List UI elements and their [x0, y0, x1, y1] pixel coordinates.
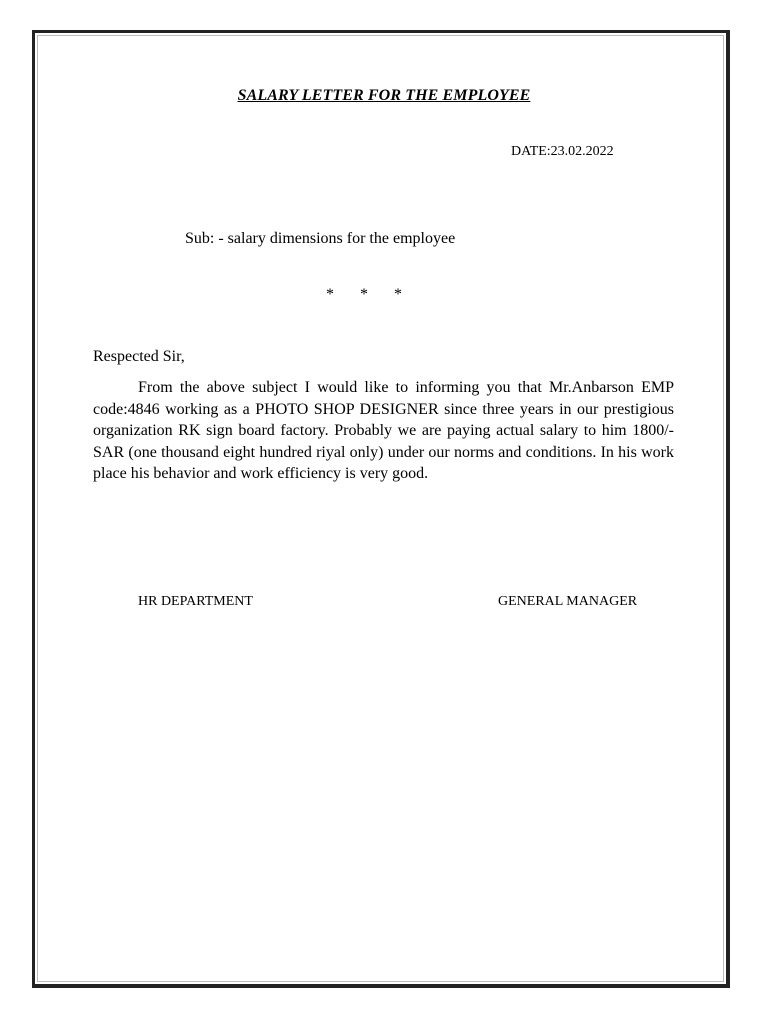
separator-stars: * * *: [326, 286, 402, 303]
letter-body: From the above subject I would like to informing you that Mr.Anbarson EMP code:4846 working as a PHOTO SHOP DESIGNER since three years in our prestigious organization RK sign board factory. Probably we are paying actual salary to him 1800/- SAR (one thousand eight hundred riyal only) under our norms and conditions. In his work place his behavior and work efficiency is very good.: [93, 379, 674, 482]
signature-hr-department: HR DEPARTMENT: [138, 594, 253, 609]
signature-general-manager: GENERAL MANAGER: [498, 594, 638, 609]
letter-title: SALARY LETTER FOR THE EMPLOYEE: [237, 87, 531, 104]
page-border: [32, 30, 730, 988]
letter-date: DATE:23.02.2022: [511, 144, 614, 159]
letter-subject: Sub: - salary dimensions for the employee: [185, 230, 456, 247]
salutation: Respected Sir,: [93, 348, 185, 365]
